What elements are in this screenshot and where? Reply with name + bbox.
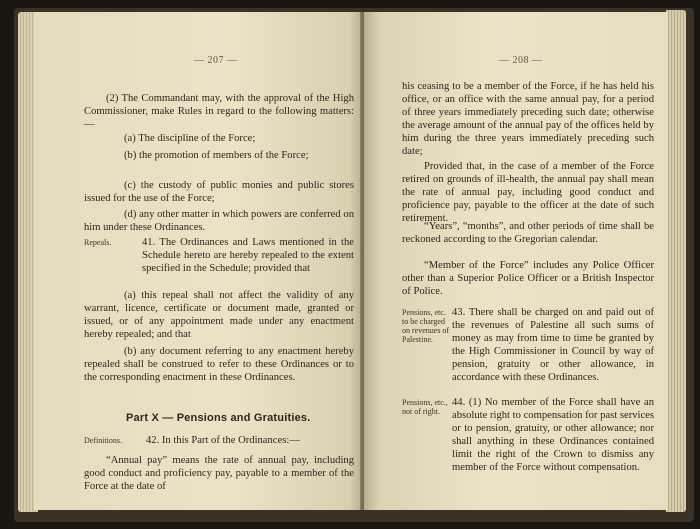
part-heading: Part X — Pensions and Gratuities. [126, 412, 311, 424]
right-page [364, 12, 668, 510]
left-page [34, 12, 362, 510]
item-d: (d) any other matter in which powers are conferred on him under these Ordinances. [84, 209, 354, 233]
section-44: 44. (1) No member of the Force shall have an absolute right to compensation for past services or to pension, gratuity, or other allowance; nor shall anything in these Ordinances contained limit the right of the Crown to dismiss any member of the Force without compensation. [452, 397, 654, 473]
margin-note-definitions: Definitions. [84, 436, 122, 445]
member-definition: “Member of the Force” includes any Police Officer other than a Superior Police Officer or a British Inspector of Police. [402, 260, 654, 297]
item-c: (c) the custody of public monies and public stores issued for the use of the Force; [84, 180, 354, 204]
margin-note-pensions-charged: Pensions, etc. to be charged on revenues of Palestine. [402, 308, 450, 344]
margin-note-repeals: Repeals. [84, 238, 112, 247]
section-41: 41. The Ordinances and Laws mentioned in the Schedule hereto are hereby repealed to the extent specified in the Schedule; provided that [142, 237, 354, 274]
section-41-a: (a) this repeal shall not affect the validity of any warrant, licence, certificate or document made, granted or issued, or of any appointment made under any enactment hereby repealed; and that [84, 290, 354, 340]
section-41-b: (b) any document referring to any enactment hereby repealed shall be construed to refer to these Ordinances or to the corresponding enactment in these Ordinances. [84, 346, 354, 383]
item-a: (a) The discipline of the Force; [124, 133, 256, 144]
section-43: 43. There shall be charged on and paid out of the revenues of Palestine all such sums of money as may from time to time be granted by the High Commissioner in Council by way of pension, gratuity or other allowance, in accordance with these Ordinances. [452, 307, 654, 383]
years-definition: “Years”, “months”, and other periods of time shall be reckoned according to the Gregorian calendar. [402, 221, 654, 245]
section-42: 42. In this Part of the Ordinances:— [146, 435, 300, 446]
para-2: (2) The Commandant may, with the approval of the High Commissioner, make Rules in regard to the following matters:— [84, 93, 354, 130]
right-page-number: — 208 — [499, 55, 543, 66]
item-b: (b) the promotion of members of the Force; [124, 150, 309, 161]
left-page-number: — 207 — [194, 55, 238, 66]
page-edges-right [666, 10, 686, 512]
margin-note-pensions-not-of-right: Pensions, etc., not of right. [402, 398, 448, 416]
continued-text: his ceasing to be a member of the Force, if he has held his office, or an office with the same annual pay, for a period of three years immediately preceding such date; otherwise the average amount of the annual pay of the offices held by him during the three years immediately preceding such date; [402, 81, 654, 157]
proviso: Provided that, in the case of a member of the Force retired on grounds of ill-health, the annual pay shall mean the rate of annual pay, including good conduct and proficience pay, payable to the officer at the date of such retirement. [402, 161, 654, 224]
annual-pay-definition: “Annual pay” means the rate of annual pay, including good conduct and proficiency pay, payable to a member of the Force at the date of [84, 455, 354, 492]
